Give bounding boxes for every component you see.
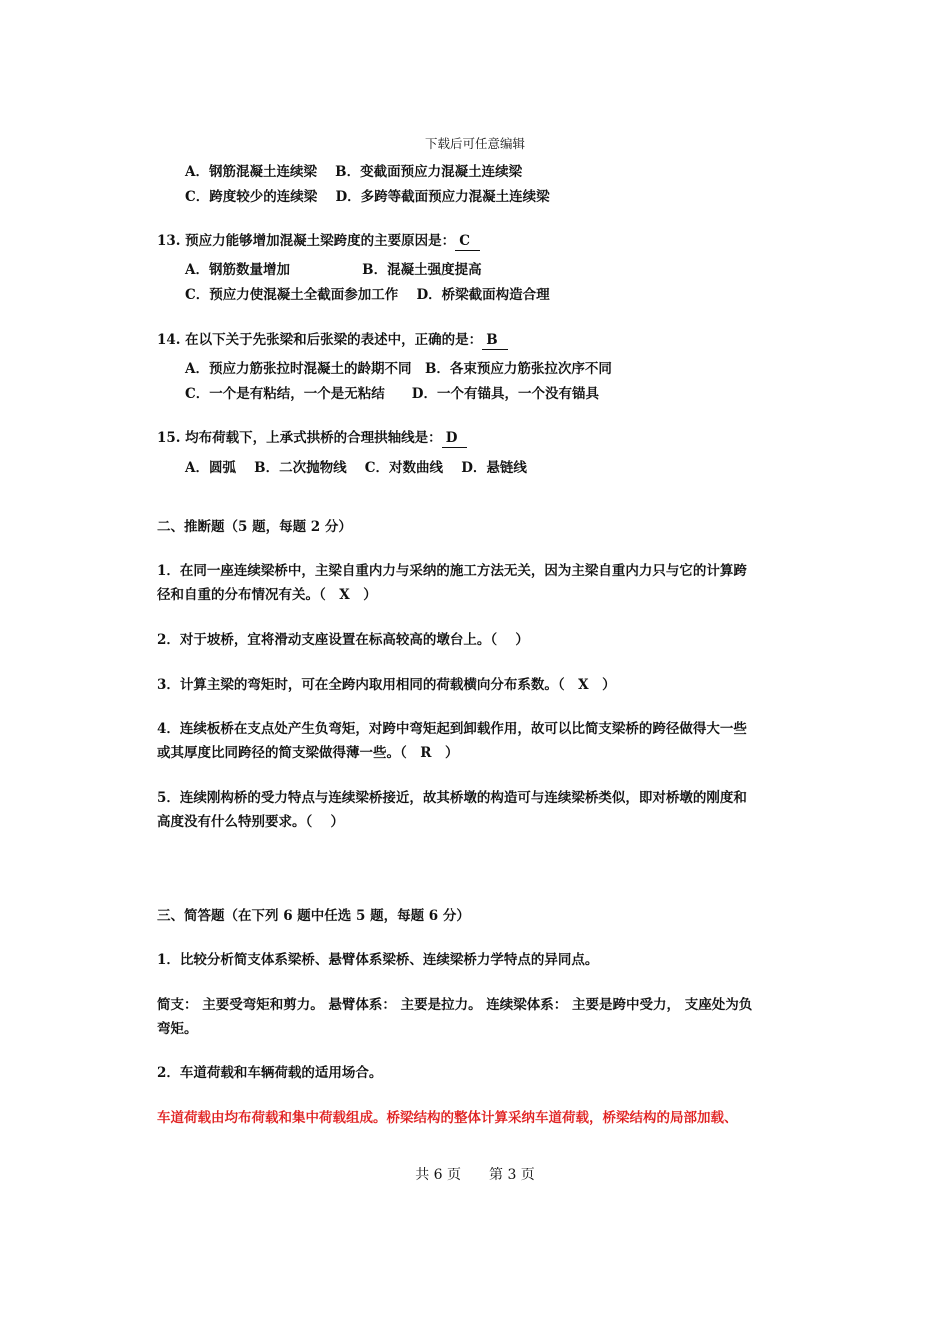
- q14-stem-text: 14. 在以下关于先张梁和后张梁的表述中，正确的是：: [157, 332, 483, 348]
- q15-options-row1: A．圆弧 B．二次抛物线 C．对数曲线 D．悬链线: [185, 460, 527, 476]
- q14-answer: B: [482, 331, 507, 350]
- q13-options-row1: A．钢筋数量增加 B．混凝土强度提高: [185, 262, 482, 278]
- section2-q2: 2．对于坡桥，宜将滑动支座设置在标高较高的墩台上。（ ）: [157, 632, 529, 648]
- section2-q4-line2: 或其厚度比同跨径的简支梁做得薄一些。（ R ）: [157, 745, 459, 761]
- q14-stem: [157, 331, 508, 350]
- q13-options-row2: C．预应力使混凝土全截面参加工作 D．桥梁截面构造合理: [185, 287, 550, 303]
- q14-options-row2: C．一个是有粘结，一个是无粘结 D．一个有锚具，一个没有锚具: [185, 386, 599, 402]
- page-header: 下载后可任意编辑: [424, 136, 525, 151]
- section2-q5-line1: 5．连续刚构桥的受力特点与连续梁桥接近，故其桥墩的构造可与连续梁桥类似，即对桥墩的刚度和: [157, 790, 747, 806]
- q15-answer: D: [442, 429, 468, 448]
- section3-title: 三、简答题（在下列 6 题中任选 5 题，每题 6 分）: [157, 908, 470, 924]
- q13-answer: C: [455, 232, 480, 251]
- section2-q3: 3．计算主梁的弯矩时，可在全跨内取用相同的荷载横向分布系数。（ X ）: [157, 677, 616, 693]
- section2-q4-line1: 4．连续板桥在支点处产生负弯矩，对跨中弯矩起到卸载作用，故可以比简支梁桥的跨径做得大一些: [157, 721, 747, 737]
- section3-a2-line1: 车道荷载由均布荷载和集中荷载组成。桥梁结构的整体计算采纳车道荷载，桥梁结构的局部加载、: [157, 1110, 738, 1126]
- section3-a1-line2: 弯矩。: [157, 1021, 198, 1037]
- q14-options-row1: A．预应力筋张拉时混凝土的龄期不同 B．各束预应力筋张拉次序不同: [185, 361, 612, 377]
- q12-options-row2: C．跨度较少的连续梁 D．多跨等截面预应力混凝土连续梁: [185, 189, 550, 205]
- section2-q1-line1: 1．在同一座连续梁桥中，主梁自重内力与采纳的施工方法无关，因为主梁自重内力只与它的计算跨: [157, 563, 747, 579]
- section3-a1-line1: 简支： 主要受弯矩和剪力。 悬臂体系： 主要是拉力。 连续梁体系： 主要是跨中受力， 支座处为负: [157, 997, 753, 1013]
- q15-stem-text: 15. 均布荷载下，上承式拱桥的合理拱轴线是：: [157, 430, 442, 446]
- section3-q1: 1．比较分析简支体系梁桥、悬臂体系梁桥、连续梁桥力学特点的异同点。: [157, 952, 599, 968]
- q12-options-row1: A．钢筋混凝土连续梁 B．变截面预应力混凝土连续梁: [185, 164, 523, 180]
- page-footer: 共 6 页 第 3 页: [415, 1167, 535, 1183]
- section2-q5-line2: 高度没有什么特别要求。（ ）: [157, 814, 344, 830]
- q13-stem: [157, 232, 480, 251]
- q15-stem: [157, 429, 467, 448]
- section2-title: 二、推断题（5 题，每题 2 分）: [157, 519, 352, 535]
- section2-q1-line2: 径和自重的分布情况有关。（ X ）: [157, 587, 377, 603]
- section3-q2: 2．车道荷载和车辆荷载的适用场合。: [157, 1065, 383, 1081]
- q13-stem-text: 13. 预应力能够增加混凝土梁跨度的主要原因是：: [157, 233, 456, 249]
